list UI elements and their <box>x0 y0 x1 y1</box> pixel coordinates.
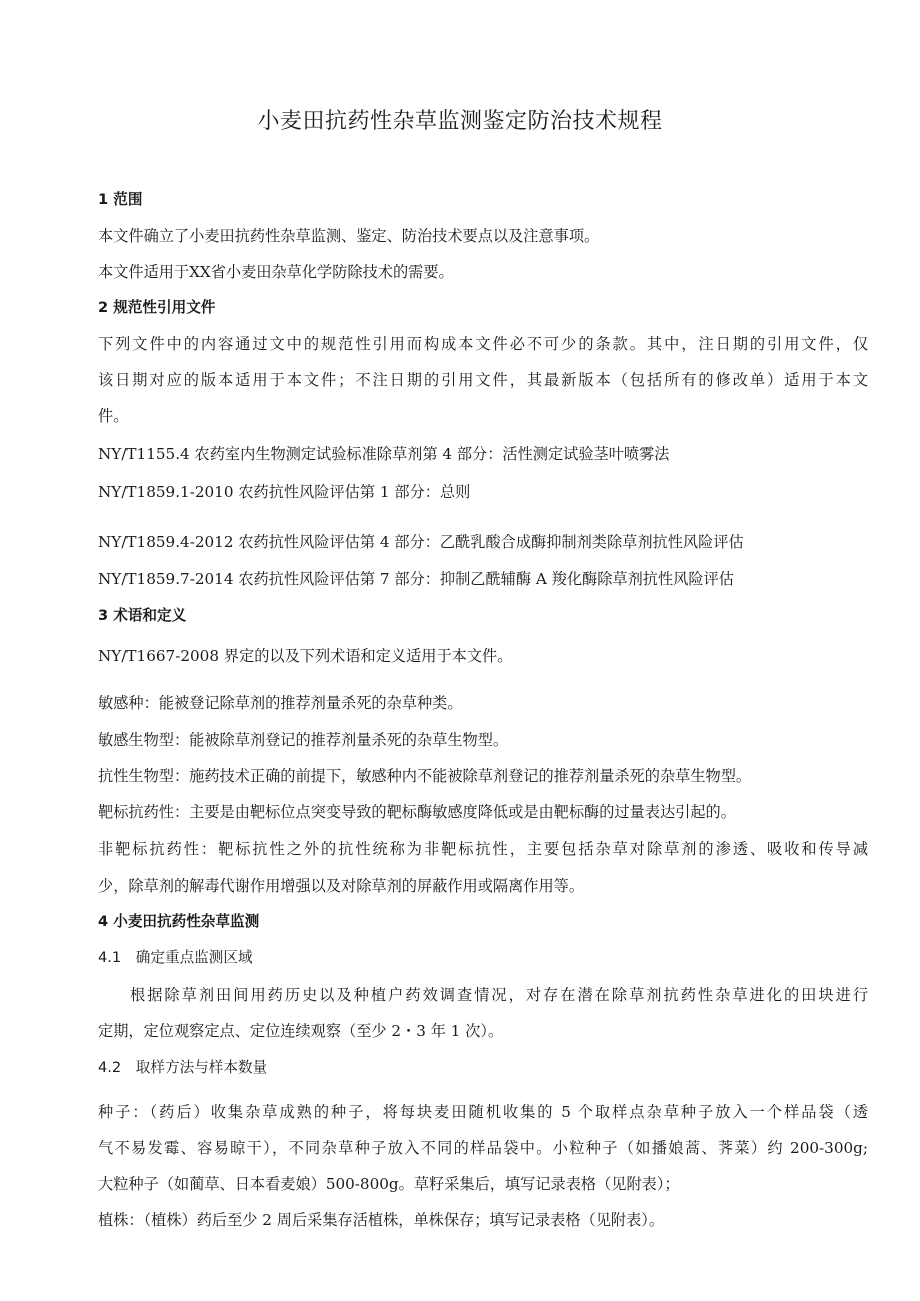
definition-item: 敏感种：能被登记除草剂的推荐剂量杀死的杂草种类。 <box>98 694 463 712</box>
page-title: 小麦田抗药性杂草监测鉴定防治技术规程 <box>257 109 663 134</box>
definition-item: 非靶标抗药性：靶标抗性之外的抗性统称为非靶标抗性，主要包括杂草对除草剂的渗透、吸收和传导减 <box>98 840 868 858</box>
definition-item: 抗性生物型：施药技术正确的前提下，敏感种内不能被除草剂登记的推荐剂量杀死的杂草生物型。 <box>98 767 752 785</box>
paragraph-line: 该日期对应的版本适用于本文件；不注日期的引用文件，其最新版本（包括所有的修改单）适用于本文 <box>98 371 868 389</box>
reference-item: NY/T1859.4-2012 农药抗性风险评估第 4 部分：乙酰乳酸合成酶抑制剂类除草剂抗性风险评估 <box>98 533 744 551</box>
paragraph-line: 本文件适用于XX省小麦田杂草化学防除技术的需要。 <box>98 263 454 281</box>
definition-item: 靶标抗药性：主要是由靶标位点突变导致的靶标酶敏感度降低或是由靶标酶的过量表达引起的。 <box>98 803 736 821</box>
reference-item: NY/T1859.7-2014 农药抗性风险评估第 7 部分：抑制乙酰辅酶 A 羧化酶除草剂抗性风险评估 <box>98 570 734 588</box>
paragraph-line: 定期，定位观察定点、定位连续观察（至少 2・3 年 1 次）。 <box>98 1022 504 1040</box>
section-heading-monitoring: 4 小麦田抗药性杂草监测 <box>98 913 260 930</box>
reference-item: NY/T1859.1-2010 农药抗性风险评估第 1 部分：总则 <box>98 483 471 501</box>
definition-item: 敏感生物型：能被除草剂登记的推荐剂量杀死的杂草生物型。 <box>98 731 509 749</box>
paragraph-line: NY/T1667-2008 界定的以及下列术语和定义适用于本文件。 <box>98 647 513 665</box>
paragraph-line: 本文件确立了小麦田抗药性杂草监测、鉴定、防治技术要点以及注意事项。 <box>98 227 600 245</box>
paragraph-line: 件。 <box>98 407 129 425</box>
paragraph-line: 根据除草剂田间用药历史以及种植户药效调查情况，对存在潜在除草剂抗药性杂草进化的田块进行 <box>130 986 868 1004</box>
subsection-heading: 4.2 取样方法与样本数量 <box>98 1059 268 1076</box>
paragraph-line: 气不易发霉、容易晾干），不同杂草种子放入不同的样品袋中。小粒种子（如播娘蒿、荠菜）约 200-300g; <box>98 1139 868 1157</box>
section-heading-scope: 1 范围 <box>98 191 143 208</box>
section-heading-references: 2 规范性引用文件 <box>98 299 216 316</box>
subsection-heading: 4.1 确定重点监测区域 <box>98 949 253 966</box>
paragraph-line: 植株：（植株）药后至少 2 周后采集存活植株，单株保存；填写记录表格（见附表）。 <box>98 1211 665 1229</box>
paragraph-line: 下列文件中的内容通过文中的规范性引用而构成本文件必不可少的条款。其中，注日期的引用文件，仅 <box>98 335 868 353</box>
paragraph-line: 大粒种子（如蔺草、日本看麦娘）500-800g。草籽采集后，填写记录表格（见附表）； <box>98 1175 680 1193</box>
section-heading-terms: 3 术语和定义 <box>98 607 187 624</box>
paragraph-line: 种子：（药后）收集杂草成熟的种子，将每块麦田随机收集的 5 个取样点杂草种子放入一个样品袋（透 <box>98 1103 868 1121</box>
reference-item: NY/T1155.4 农药室内生物测定试验标准除草剂第 4 部分：活性测定试验茎叶喷雾法 <box>98 445 670 463</box>
paragraph-line: 少，除草剂的解毒代谢作用增强以及对除草剂的屏蔽作用或隔离作用等。 <box>98 877 584 895</box>
